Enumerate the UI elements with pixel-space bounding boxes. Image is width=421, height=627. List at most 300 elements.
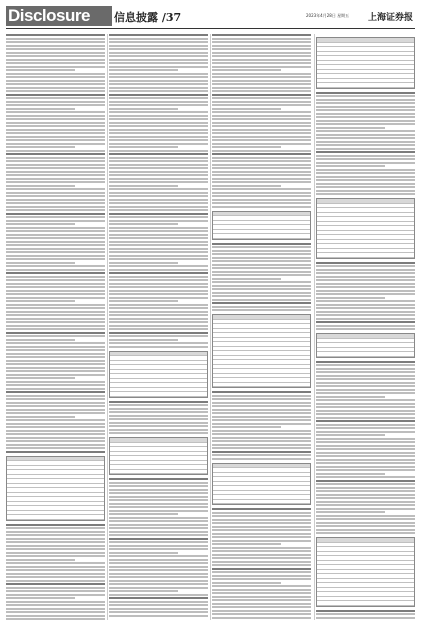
- text-line: [6, 587, 105, 589]
- column-3: [212, 34, 311, 620]
- text-line: [109, 87, 208, 89]
- text-line: [212, 405, 311, 407]
- text-line: [6, 524, 105, 526]
- text-line: [212, 458, 311, 460]
- text-line: [212, 557, 311, 559]
- text-line: [316, 431, 415, 433]
- text-line: [212, 613, 311, 615]
- text-line: [316, 127, 385, 129]
- text-line: [316, 368, 415, 370]
- text-line: [6, 38, 105, 40]
- text-line: [6, 447, 105, 449]
- column-divider: [107, 34, 108, 620]
- text-line: [6, 304, 105, 306]
- text-line: [109, 255, 208, 257]
- text-line: [212, 444, 311, 446]
- text-line: [109, 325, 208, 327]
- text-line: [316, 290, 415, 292]
- text-line: [316, 102, 415, 104]
- text-line: [109, 541, 208, 543]
- text-line: [212, 160, 311, 162]
- text-line: [316, 116, 415, 118]
- text-line: [212, 66, 311, 68]
- text-line: [316, 459, 415, 461]
- text-line: [6, 444, 105, 446]
- text-line: [109, 492, 208, 494]
- text-line: [316, 469, 415, 471]
- text-line: [6, 220, 105, 222]
- text-line: [109, 478, 208, 480]
- text-line: [6, 87, 105, 89]
- text-line: [316, 389, 415, 391]
- text-line: [316, 518, 415, 520]
- text-line: [109, 608, 208, 610]
- text-line: [6, 318, 105, 320]
- text-line: [109, 332, 208, 334]
- text-line: [6, 286, 105, 288]
- text-line: [6, 590, 105, 592]
- text-line: [212, 195, 311, 197]
- text-line: [109, 503, 208, 505]
- text-line: [109, 590, 178, 592]
- text-line: [212, 292, 311, 294]
- page-header: [6, 6, 415, 29]
- text-line: [109, 34, 208, 36]
- text-line: [316, 99, 415, 101]
- text-line: [316, 466, 415, 468]
- text-line: [109, 111, 208, 113]
- text-line: [6, 604, 105, 606]
- text-line: [316, 427, 415, 429]
- text-line: [6, 307, 105, 309]
- text-line: [6, 583, 105, 585]
- text-line: [212, 440, 311, 442]
- text-line: [6, 199, 105, 201]
- text-line: [6, 122, 105, 124]
- text-line: [316, 441, 415, 443]
- text-line: [109, 237, 208, 239]
- text-line: [212, 526, 311, 528]
- text-line: [6, 321, 105, 323]
- data-table: [316, 333, 415, 358]
- text-line: [109, 195, 208, 197]
- text-line: [316, 144, 415, 146]
- table-row: [110, 392, 207, 397]
- text-line: [6, 101, 105, 103]
- text-line: [316, 155, 415, 157]
- text-line: [6, 426, 105, 428]
- text-line: [109, 422, 208, 424]
- text-line: [6, 157, 105, 159]
- text-line: [212, 571, 311, 573]
- text-line: [6, 601, 105, 603]
- text-line: [6, 76, 105, 78]
- text-line: [109, 432, 208, 434]
- text-line: [6, 213, 105, 215]
- text-line: [6, 346, 105, 348]
- text-line: [109, 45, 208, 47]
- text-line: [316, 172, 415, 174]
- text-line: [316, 318, 415, 320]
- text-line: [6, 143, 105, 145]
- text-line: [109, 76, 208, 78]
- text-line: [109, 604, 208, 606]
- text-line: [6, 272, 105, 274]
- text-line: [316, 501, 415, 503]
- text-line: [109, 38, 208, 40]
- text-line: [6, 562, 105, 564]
- text-line: [109, 167, 208, 169]
- text-line: [6, 580, 105, 582]
- text-line: [212, 447, 311, 449]
- text-line: [109, 499, 208, 501]
- text-line: [212, 306, 311, 308]
- text-line: [212, 202, 311, 204]
- text-line: [212, 125, 311, 127]
- text-line: [316, 532, 415, 534]
- text-line: [316, 617, 415, 619]
- data-table: [109, 351, 208, 398]
- text-line: [109, 524, 208, 526]
- text-line: [109, 94, 208, 96]
- text-line: [212, 561, 311, 563]
- text-line: [212, 529, 311, 531]
- text-line: [6, 111, 105, 113]
- text-line: [109, 69, 178, 71]
- text-line: [212, 423, 311, 425]
- text-line: [109, 227, 208, 229]
- text-line: [6, 69, 75, 71]
- text-line: [6, 125, 105, 127]
- text-line: [316, 385, 415, 387]
- text-line: [212, 188, 311, 190]
- text-line: [109, 206, 208, 208]
- text-line: [109, 485, 208, 487]
- table-row: [317, 352, 414, 357]
- text-line: [212, 578, 311, 580]
- text-line: [316, 445, 415, 447]
- text-line: [316, 272, 415, 274]
- text-line: [109, 328, 208, 330]
- text-line: [109, 425, 208, 427]
- text-line: [6, 615, 105, 617]
- text-line: [212, 540, 311, 542]
- text-line: [212, 260, 311, 262]
- text-line: [6, 409, 105, 411]
- text-line: [109, 90, 208, 92]
- text-line: [316, 424, 415, 426]
- text-line: [109, 241, 208, 243]
- data-table: [212, 463, 311, 506]
- text-line: [316, 434, 385, 436]
- text-line: [109, 615, 208, 617]
- text-line: [6, 451, 105, 453]
- text-line: [212, 83, 311, 85]
- text-line: [6, 55, 105, 57]
- text-line: [109, 220, 208, 222]
- text-line: [212, 533, 311, 535]
- text-line: [109, 157, 208, 159]
- text-line: [212, 178, 311, 180]
- text-line: [109, 283, 208, 285]
- text-line: [109, 248, 208, 250]
- text-line: [6, 314, 105, 316]
- text-line: [109, 115, 208, 117]
- text-line: [109, 223, 178, 225]
- text-line: [109, 234, 208, 236]
- text-line: [316, 375, 415, 377]
- text-line: [109, 202, 208, 204]
- text-line: [109, 178, 208, 180]
- text-line: [212, 206, 311, 208]
- text-line: [6, 150, 105, 152]
- text-line: [109, 132, 208, 134]
- text-line: [316, 494, 415, 496]
- text-line: [109, 314, 208, 316]
- text-line: [6, 192, 105, 194]
- text-line: [6, 391, 105, 393]
- table-row: [317, 253, 414, 258]
- text-line: [212, 136, 311, 138]
- text-line: [109, 265, 208, 267]
- text-line: [109, 97, 208, 99]
- text-line: [6, 139, 105, 141]
- table-row: [110, 470, 207, 475]
- text-line: [109, 199, 208, 201]
- text-line: [316, 92, 415, 94]
- text-line: [109, 279, 208, 281]
- text-line: [6, 594, 105, 596]
- text-line: [212, 153, 311, 155]
- text-line: [316, 406, 415, 408]
- text-line: [109, 576, 208, 578]
- text-line: [316, 130, 415, 132]
- text-line: [212, 253, 311, 255]
- text-line: [212, 426, 281, 428]
- text-line: [316, 364, 415, 366]
- text-line: [212, 146, 281, 148]
- text-line: [6, 41, 105, 43]
- text-line: [6, 430, 105, 432]
- text-line: [6, 97, 105, 99]
- text-line: [109, 583, 208, 585]
- text-line: [6, 349, 105, 351]
- text-line: [109, 262, 178, 264]
- text-line: [6, 374, 105, 376]
- text-line: [212, 299, 311, 301]
- text-line: [212, 451, 311, 453]
- text-line: [316, 151, 415, 153]
- column-4: [316, 34, 415, 620]
- text-line: [212, 87, 311, 89]
- text-line: [109, 59, 208, 61]
- text-line: [212, 41, 311, 43]
- text-line: [109, 506, 208, 508]
- text-line: [6, 262, 75, 264]
- text-line: [316, 193, 415, 195]
- text-line: [109, 335, 208, 337]
- text-line: [6, 265, 105, 267]
- text-line: [212, 285, 311, 287]
- text-line: [109, 346, 208, 348]
- column-divider: [210, 34, 211, 620]
- text-line: [212, 174, 311, 176]
- text-line: [6, 342, 105, 344]
- text-line: [212, 48, 311, 50]
- text-line: [6, 258, 105, 260]
- text-line: [212, 150, 311, 152]
- text-line: [109, 545, 208, 547]
- text-line: [109, 404, 208, 406]
- text-line: [109, 562, 208, 564]
- text-line: [109, 489, 208, 491]
- text-line: [6, 146, 75, 148]
- text-line: [212, 104, 311, 106]
- text-line: [212, 45, 311, 47]
- table-row: [317, 83, 414, 88]
- masthead: Disclosure: [6, 6, 112, 26]
- text-line: [6, 209, 105, 211]
- text-line: [109, 192, 208, 194]
- text-line: [212, 157, 311, 159]
- text-line: [316, 162, 415, 164]
- column-divider: [314, 34, 315, 620]
- text-line: [316, 371, 415, 373]
- text-line: [6, 167, 105, 169]
- text-line: [212, 617, 311, 619]
- text-line: [212, 80, 311, 82]
- text-line: [6, 181, 105, 183]
- text-line: [6, 129, 105, 131]
- text-line: [109, 538, 208, 540]
- text-line: [212, 603, 311, 605]
- text-line: [109, 300, 178, 302]
- text-line: [6, 377, 75, 379]
- text-line: [6, 527, 105, 529]
- text-line: [109, 513, 178, 515]
- text-line: [109, 122, 208, 124]
- text-line: [212, 596, 311, 598]
- text-line: [316, 113, 415, 115]
- text-line: [6, 332, 105, 334]
- text-line: [109, 580, 208, 582]
- text-line: [316, 137, 415, 139]
- text-line: [212, 274, 311, 276]
- text-line: [109, 311, 208, 313]
- text-line: [212, 610, 311, 612]
- text-line: [212, 295, 311, 297]
- text-line: [212, 564, 311, 566]
- text-line: [316, 610, 415, 612]
- text-line: [316, 361, 415, 363]
- text-line: [109, 482, 208, 484]
- text-line: [6, 34, 105, 36]
- text-line: [6, 178, 105, 180]
- text-line: [109, 118, 208, 120]
- text-line: [6, 276, 105, 278]
- text-line: [212, 143, 311, 145]
- text-line: [109, 304, 208, 306]
- text-line: [316, 297, 385, 299]
- text-line: [109, 415, 208, 417]
- text-line: [109, 411, 208, 413]
- text-line: [6, 115, 105, 117]
- text-line: [6, 531, 105, 533]
- text-line: [109, 318, 208, 320]
- text-line: [109, 129, 208, 131]
- column-1: [6, 34, 105, 620]
- text-line: [316, 325, 415, 327]
- text-line: [109, 531, 208, 533]
- text-line: [6, 136, 105, 138]
- text-line: [212, 164, 311, 166]
- text-line: [316, 293, 415, 295]
- text-line: [316, 448, 415, 450]
- text-line: [6, 423, 105, 425]
- text-line: [109, 594, 208, 596]
- text-line: [316, 279, 415, 281]
- table-row: [317, 601, 414, 606]
- text-line: [212, 454, 311, 456]
- text-line: [109, 559, 208, 561]
- text-line: [316, 413, 415, 415]
- data-table: [6, 456, 105, 521]
- text-line: [212, 309, 311, 311]
- text-line: [6, 230, 105, 232]
- text-line: [316, 378, 415, 380]
- text-line: [6, 548, 105, 550]
- text-line: [212, 192, 311, 194]
- text-line: [212, 69, 281, 71]
- text-line: [6, 90, 105, 92]
- text-line: [316, 403, 415, 405]
- text-line: [109, 290, 208, 292]
- text-line: [212, 185, 281, 187]
- text-line: [109, 66, 208, 68]
- text-line: [109, 569, 208, 571]
- section-title: 信息披露 /37: [114, 11, 182, 24]
- text-line: [316, 134, 415, 136]
- text-line: [212, 409, 311, 411]
- text-line: [6, 227, 105, 229]
- text-line: [109, 520, 208, 522]
- text-line: [316, 148, 415, 150]
- text-line: [109, 566, 208, 568]
- text-line: [316, 165, 385, 167]
- data-table: [109, 437, 208, 475]
- text-line: [109, 548, 208, 550]
- text-line: [316, 307, 415, 309]
- text-line: [109, 174, 208, 176]
- text-line: [212, 264, 311, 266]
- text-line: [212, 589, 311, 591]
- text-line: [6, 297, 105, 299]
- text-line: [109, 418, 208, 420]
- text-line: [212, 278, 281, 280]
- text-line: [6, 328, 105, 330]
- text-line: [6, 174, 105, 176]
- text-line: [109, 181, 208, 183]
- text-line: [109, 104, 208, 106]
- text-line: [316, 497, 415, 499]
- text-line: [212, 52, 311, 54]
- text-line: [6, 566, 105, 568]
- text-line: [6, 569, 105, 571]
- text-line: [316, 328, 415, 330]
- text-line: [6, 293, 105, 295]
- text-line: [212, 412, 311, 414]
- text-line: [6, 48, 105, 50]
